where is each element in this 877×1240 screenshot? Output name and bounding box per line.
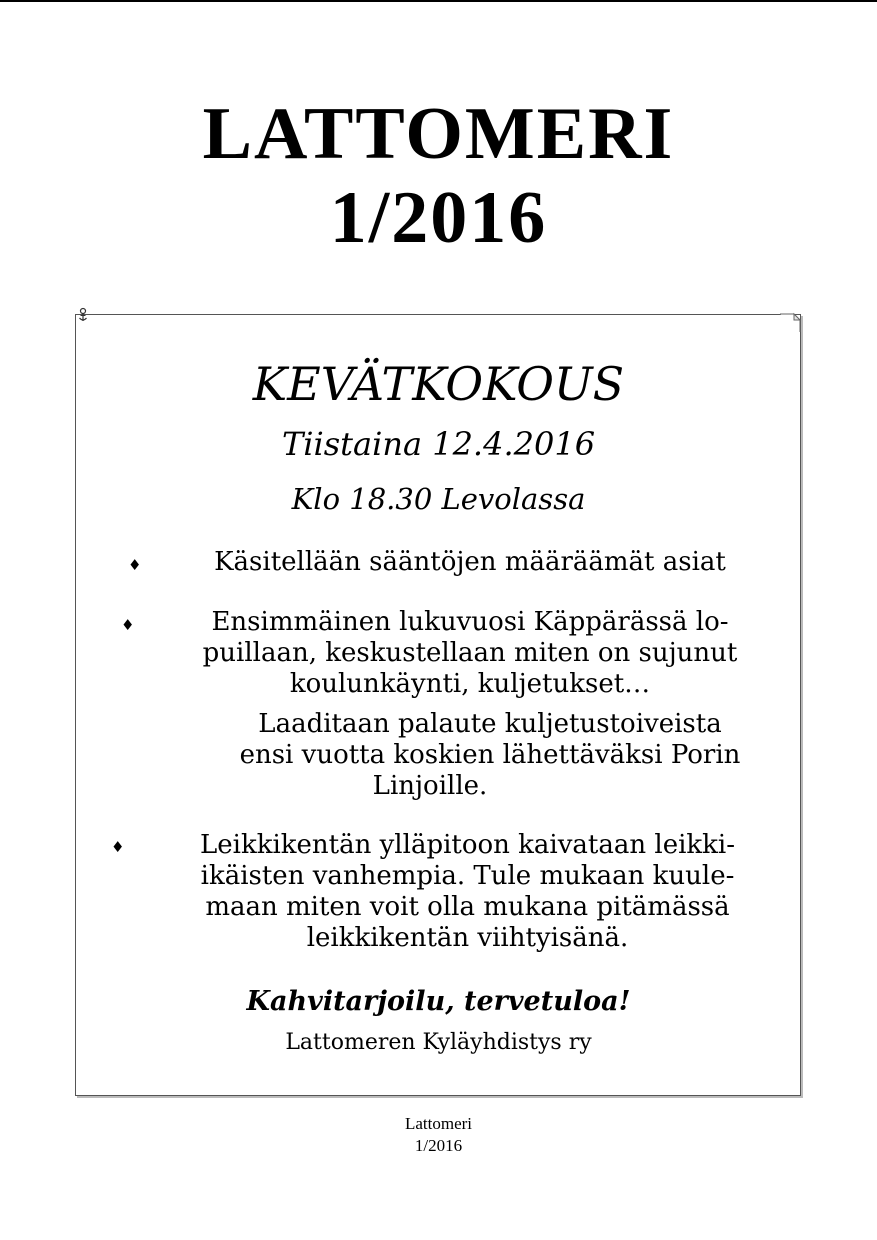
meeting-date: Tiistaina 12.4.2016 <box>281 425 596 463</box>
agenda-item-1: Käsitellään sääntöjen määräämät asiat <box>214 547 726 577</box>
bullet-icon: ♦ <box>121 616 135 634</box>
anchor-icon <box>78 307 88 323</box>
agenda-item-2-line: koulunkäynti, kuljetukset… <box>289 669 651 699</box>
footer-line-1: Lattomeri <box>404 1114 473 1133</box>
agenda-item-2-cont-line: Laaditaan palaute kuljetustoiveista <box>258 709 722 739</box>
agenda-item-2-line: puillaan, keskustellaan miten on sujunut <box>202 638 738 668</box>
agenda-item-3-line: ikäisten vanhempia. Tule mukaan kuule- <box>200 861 735 891</box>
page-fold-icon <box>780 310 802 332</box>
bullet-icon: ♦ <box>111 838 125 856</box>
agenda-item-2-cont-line: ensi vuotta koskien lähettäväksi Porin <box>239 740 741 770</box>
title-line-1: LATTOMERI <box>202 93 675 175</box>
top-border-line <box>0 0 877 2</box>
meeting-heading: KEVÄTKOKOUS <box>252 357 625 411</box>
agenda-item-3-line: Leikkikentän ylläpitoon kaivataan leikki- <box>199 830 736 860</box>
agenda-item-3-line: maan miten voit olla mukana pitämässä <box>205 892 730 922</box>
agenda-item-2-line: Ensimmäinen lukuvuosi Käppärässä lo- <box>211 607 729 637</box>
bullet-icon: ♦ <box>128 556 142 574</box>
agenda-item-3-line: leikkikentän viihtyisänä. <box>306 923 629 953</box>
organization-name: Lattomeren Kyläyhdistys ry <box>285 1030 592 1055</box>
agenda-item-2 <box>140 607 800 700</box>
agenda-item-2-continuation <box>190 709 790 802</box>
footer-line-2: 1/2016 <box>414 1136 463 1155</box>
title-line-2: 1/2016 <box>329 177 548 259</box>
page-footer <box>0 1113 877 1157</box>
closing-line: Kahvitarjoilu, tervetuloa! <box>246 986 631 1017</box>
agenda-item-3 <box>130 830 805 954</box>
agenda-item-2-cont-line: Linjoille. <box>372 771 488 801</box>
page-title <box>0 92 877 260</box>
meeting-time: Klo 18.30 Levolassa <box>291 482 586 516</box>
